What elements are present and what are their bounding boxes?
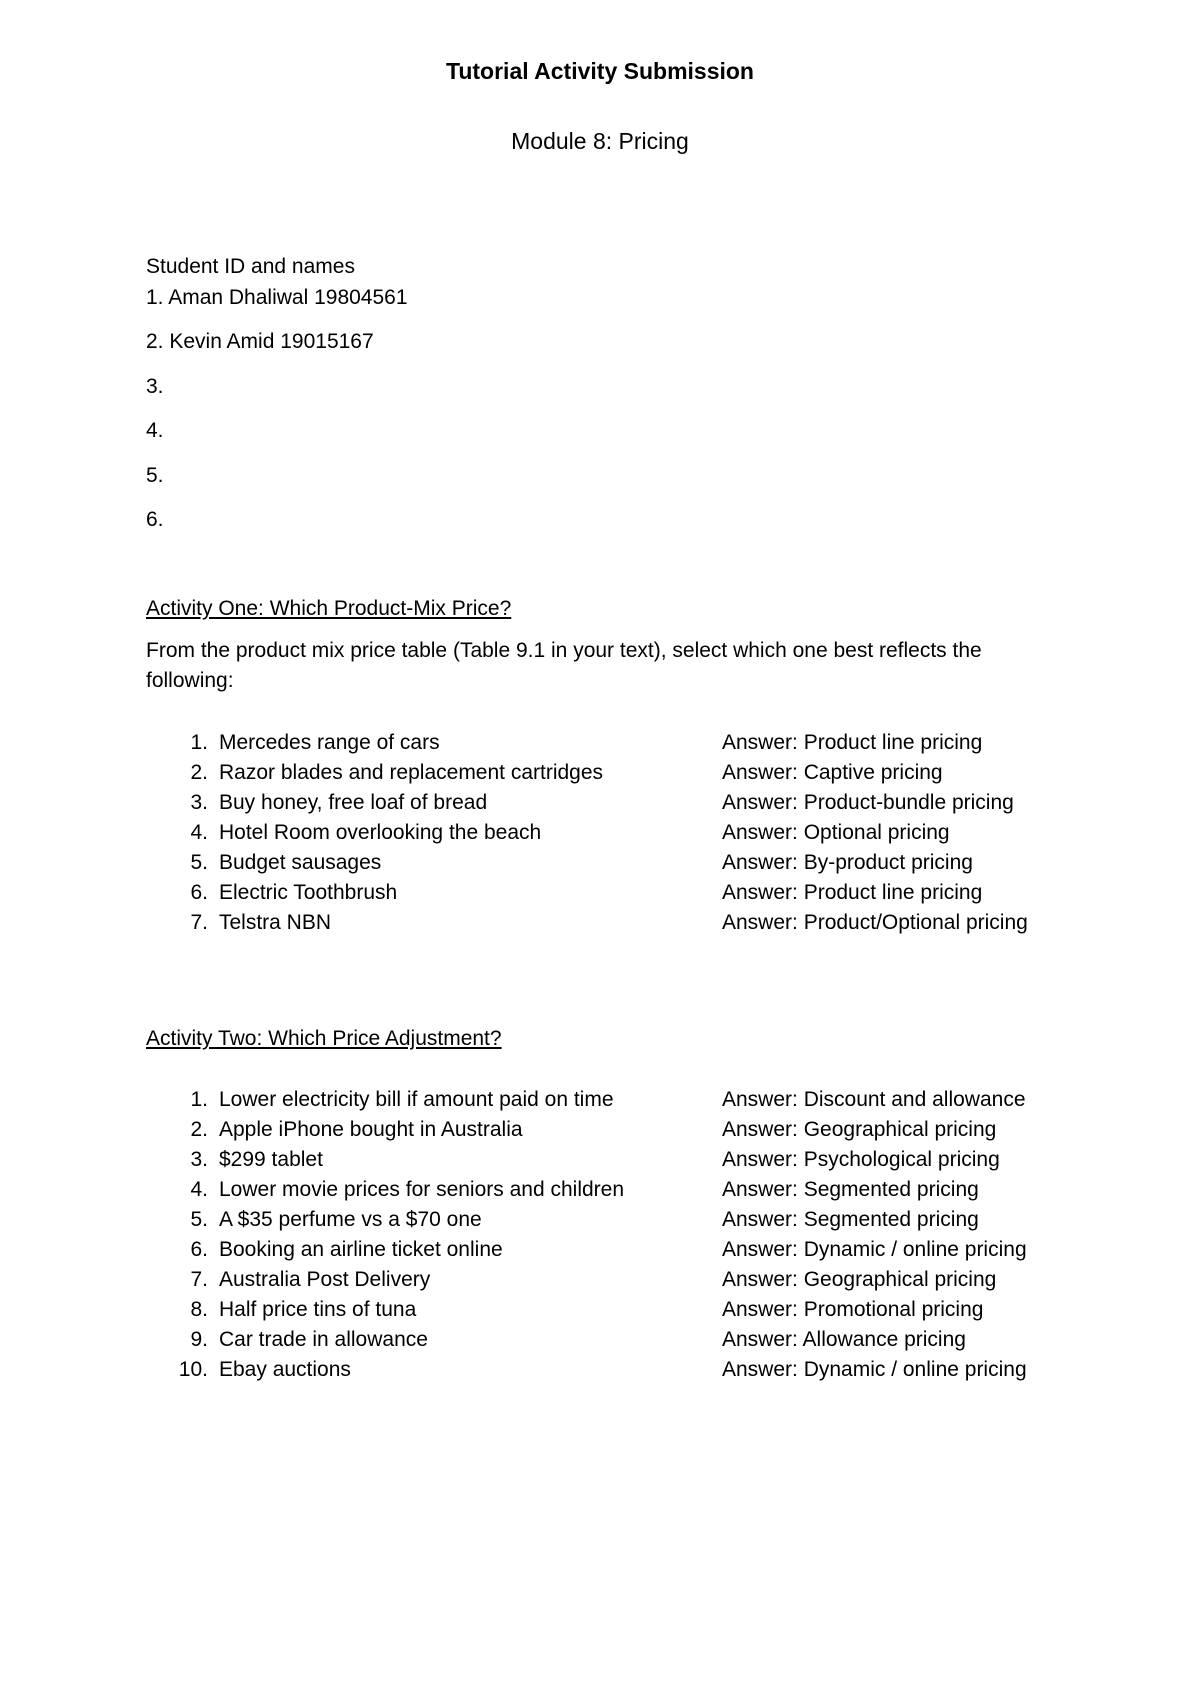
- item-text: Lower movie prices for seniors and children: [219, 1178, 625, 1201]
- student-entry: 1. Aman Dhaliwal 19804561: [146, 286, 408, 309]
- item-text: Mercedes range of cars: [219, 731, 440, 754]
- list-item: [0, 1085, 1200, 1115]
- item-answer: Answer: Allowance pricing: [722, 1328, 966, 1351]
- item-number: 3.: [190, 791, 208, 814]
- list-item: [0, 758, 1200, 788]
- item-text: Hotel Room overlooking the beach: [219, 821, 542, 844]
- item-answer: Answer: Captive pricing: [722, 761, 943, 784]
- item-number: 3.: [190, 1148, 208, 1171]
- list-item: [0, 788, 1200, 818]
- item-number: 9.: [190, 1328, 208, 1351]
- item-text: Lower electricity bill if amount paid on time: [219, 1088, 614, 1111]
- item-answer: Answer: Geographical pricing: [722, 1268, 997, 1291]
- list-item: [0, 848, 1200, 878]
- list-item: [0, 878, 1200, 908]
- list-item: [0, 1205, 1200, 1235]
- document-subtitle: Module 8: Pricing: [511, 128, 689, 154]
- list-item: [0, 1175, 1200, 1205]
- list-item: [0, 1115, 1200, 1145]
- activity-one-heading: Activity One: Which Product-Mix Price?: [146, 597, 512, 620]
- item-text: $299 tablet: [219, 1148, 323, 1171]
- item-number: 6.: [190, 1238, 208, 1261]
- item-answer: Answer: By-product pricing: [722, 851, 973, 874]
- item-text: Buy honey, free loaf of bread: [219, 791, 488, 814]
- item-number: 5.: [190, 851, 208, 874]
- item-text: Ebay auctions: [219, 1358, 351, 1381]
- item-number: 2.: [190, 761, 208, 784]
- item-answer: Answer: Dynamic / online pricing: [722, 1238, 1027, 1261]
- student-label: Student ID and names: [146, 255, 355, 278]
- item-answer: Answer: Discount and allowance: [722, 1088, 1026, 1111]
- item-text: Budget sausages: [219, 851, 382, 874]
- item-answer: Answer: Geographical pricing: [722, 1118, 997, 1141]
- item-number: 4.: [190, 1178, 208, 1201]
- item-number: 1.: [190, 1088, 208, 1111]
- item-text: A $35 perfume vs a $70 one: [219, 1208, 482, 1231]
- item-answer: Answer: Dynamic / online pricing: [722, 1358, 1027, 1381]
- student-entry: 6.: [146, 508, 164, 531]
- list-item: [0, 1265, 1200, 1295]
- list-item: [0, 1325, 1200, 1355]
- item-text: Electric Toothbrush: [219, 881, 398, 904]
- item-answer: Answer: Optional pricing: [722, 821, 950, 844]
- item-text: Booking an airline ticket online: [219, 1238, 503, 1261]
- item-number: 1.: [190, 731, 208, 754]
- activity-two-heading: Activity Two: Which Price Adjustment?: [146, 1027, 502, 1050]
- student-entry: 3.: [146, 375, 164, 398]
- item-text: Half price tins of tuna: [219, 1298, 417, 1321]
- item-text: Razor blades and replacement cartridges: [219, 761, 604, 784]
- document-title: Tutorial Activity Submission: [446, 58, 754, 84]
- list-item: [0, 908, 1200, 938]
- activity-one-intro: From the product mix price table (Table 9.1 in your text), select which one best reflects the following:: [146, 639, 982, 692]
- item-number: 7.: [190, 1268, 208, 1291]
- item-answer: Answer: Product line pricing: [722, 881, 983, 904]
- student-entry: 5.: [146, 464, 164, 487]
- item-answer: Answer: Psychological pricing: [722, 1148, 1000, 1171]
- item-answer: Answer: Product line pricing: [722, 731, 983, 754]
- list-item: [0, 728, 1200, 758]
- item-text: Apple iPhone bought in Australia: [219, 1118, 523, 1141]
- item-number: 7.: [190, 911, 208, 934]
- item-number: 6.: [190, 881, 208, 904]
- item-text: Car trade in allowance: [219, 1328, 428, 1351]
- item-text: Australia Post Delivery: [219, 1268, 431, 1291]
- item-number: 4.: [190, 821, 208, 844]
- student-entry: 4.: [146, 419, 164, 442]
- list-item: [0, 1235, 1200, 1265]
- item-answer: Answer: Promotional pricing: [722, 1298, 984, 1321]
- item-answer: Answer: Product/Optional pricing: [722, 911, 1028, 934]
- item-number: 5.: [190, 1208, 208, 1231]
- item-answer: Answer: Product-bundle pricing: [722, 791, 1014, 814]
- item-answer: Answer: Segmented pricing: [722, 1208, 979, 1231]
- list-item: [0, 818, 1200, 848]
- item-number: 8.: [190, 1298, 208, 1321]
- list-item: [0, 1145, 1200, 1175]
- item-text: Telstra NBN: [219, 911, 332, 934]
- item-answer: Answer: Segmented pricing: [722, 1178, 979, 1201]
- item-number: 10.: [178, 1358, 208, 1381]
- student-entry: 2. Kevin Amid 19015167: [146, 330, 374, 353]
- list-item: [0, 1295, 1200, 1325]
- item-number: 2.: [190, 1118, 208, 1141]
- list-item: [0, 1355, 1200, 1385]
